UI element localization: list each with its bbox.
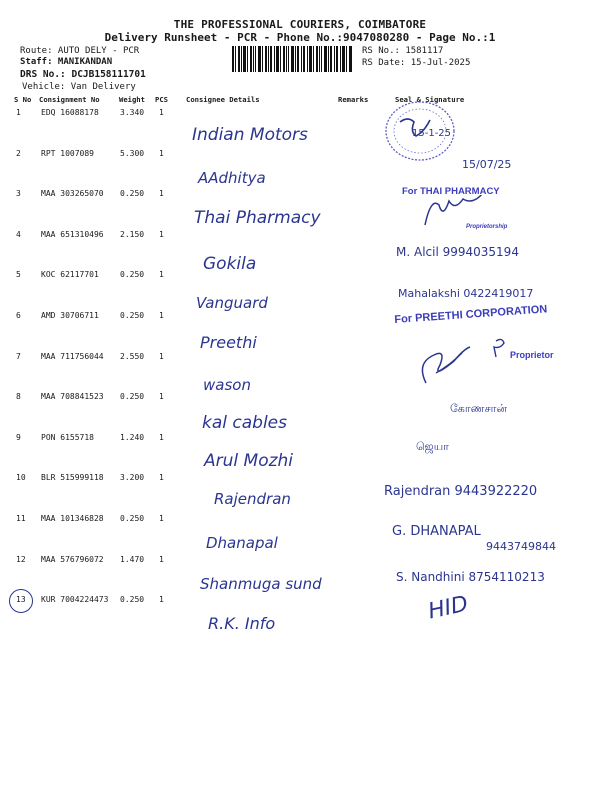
row-sno: 7 [16, 352, 21, 361]
col-consignee: Consignee Details [186, 95, 260, 104]
row-weight: 2.550 [120, 352, 145, 361]
sig-12: S. Nandhini 8754110213 [396, 570, 545, 584]
row-consignment: KOC 62117701 [41, 270, 99, 279]
hw-name-11: Dhanapal [206, 534, 278, 552]
row-pcs: 1 [159, 514, 164, 523]
row-sno: 1 [16, 108, 21, 117]
row-consignment: BLR 515999118 [41, 473, 104, 482]
col-pcs: PCS [155, 95, 168, 104]
row-consignment: MAA 101346828 [41, 514, 104, 523]
row-weight: 0.250 [120, 189, 145, 198]
row-sno: 12 [16, 555, 26, 564]
row-sno: 9 [16, 433, 21, 442]
row-sno: 2 [16, 149, 21, 158]
hw-name-3: Thai Pharmacy [194, 208, 321, 228]
row-weight: 0.250 [120, 514, 145, 523]
row-sno: 3 [16, 189, 21, 198]
document-title: THE PROFESSIONAL COURIERS, COIMBATORE [173, 18, 427, 31]
row-consignment: KUR 7004224473 [41, 595, 109, 604]
hw-name-6: Preethi [200, 333, 257, 352]
row-pcs: 1 [159, 189, 164, 198]
row-pcs: 1 [159, 352, 164, 361]
staff-text: Staff: MANIKANDAN [20, 57, 113, 67]
sig-2-date: 15/07/25 [462, 158, 512, 171]
hw-name-7: wason [203, 376, 251, 394]
staff-info [20, 56, 112, 68]
row-weight: 0.250 [120, 595, 145, 604]
rs-date: RS Date: 15-Jul-2025 [362, 58, 471, 68]
row-consignment: MAA 711756044 [41, 352, 104, 361]
row-sno: 11 [16, 514, 26, 523]
row-consignment: MAA 708841523 [41, 392, 104, 401]
row-consignment: MAA 651310496 [41, 230, 104, 239]
hw-name-13: R.K. Info [208, 614, 276, 633]
row-consignment: MAA 576796072 [41, 555, 104, 564]
sig-1-date: 15-1-25 [412, 128, 452, 139]
hw-name-8: kal cables [202, 413, 287, 433]
hw-name-2: AAdhitya [198, 169, 266, 187]
stamp-preethi-proprietor: Proprietor [510, 350, 554, 360]
row-sno: 8 [16, 392, 21, 401]
hw-name-9: Arul Mozhi [204, 451, 294, 471]
sig-10: Rajendran 9443922220 [384, 484, 538, 499]
hw-name-1: Indian Motors [192, 125, 308, 145]
row-consignment: PON 6155718 [41, 433, 94, 442]
row-pcs: 1 [159, 311, 164, 320]
row-weight: 1.470 [120, 555, 145, 564]
hw-name-5: Vanguard [196, 294, 268, 312]
row-pcs: 1 [159, 392, 164, 401]
row-weight: 1.240 [120, 433, 145, 442]
sig-5: Mahalakshi 0422419017 [398, 287, 534, 300]
hw-name-10: Rajendran [214, 490, 291, 508]
document-subtitle: Delivery Runsheet - PCR - Phone No.:9047080280 - Page No.:1 [104, 31, 496, 44]
row-pcs: 1 [159, 108, 164, 117]
drs-text: DRS No.: DCJB158111701 [20, 69, 146, 80]
row-consignment: AMD 30706711 [41, 311, 99, 320]
row-pcs: 1 [159, 473, 164, 482]
row-weight: 5.300 [120, 149, 145, 158]
sig-13: HID [426, 591, 471, 625]
row-sno: 13 [16, 595, 26, 604]
row-consignment: MAA 303265070 [41, 189, 104, 198]
row-weight: 0.250 [120, 270, 145, 279]
col-sno: S No [14, 95, 32, 104]
row-pcs: 1 [159, 149, 164, 158]
drs-info [20, 69, 146, 81]
row-consignment: EDQ 16088178 [41, 108, 99, 117]
sig-11-phone: 9443749844 [486, 540, 556, 553]
route-info: Route: AUTO DELY - PCR [20, 46, 140, 56]
row-weight: 2.150 [120, 230, 145, 239]
sig-11-name: G. DHANAPAL [392, 524, 481, 539]
col-consignment: Consignment No [39, 95, 100, 104]
sig-8: கோணசான் [450, 402, 508, 415]
signature-6-7-scribble [412, 333, 522, 391]
row-weight: 3.200 [120, 473, 145, 482]
row-sno: 4 [16, 230, 21, 239]
col-remarks: Remarks [338, 95, 369, 104]
vehicle-info: Vehicle: Van Delivery [22, 82, 136, 92]
row-pcs: 1 [159, 555, 164, 564]
barcode [232, 46, 352, 72]
row-pcs: 1 [159, 595, 164, 604]
row-weight: 0.250 [120, 311, 145, 320]
row-sno: 5 [16, 270, 21, 279]
sig-9: ஜெயா [416, 440, 449, 453]
col-weight: Weight [119, 95, 145, 104]
row-pcs: 1 [159, 270, 164, 279]
col-seal: Seal & Signature [395, 95, 465, 104]
rs-no: RS No.: 1581117 [362, 46, 444, 56]
hw-name-12: Shanmuga sund [200, 575, 322, 593]
row-weight: 3.340 [120, 108, 145, 117]
stamp-preethi-corporation: For PREETHI CORPORATION [394, 303, 548, 326]
row-13-circle-mark [9, 589, 33, 613]
row-sno: 6 [16, 311, 21, 320]
hw-name-4: Gokila [203, 254, 257, 274]
sig-4: M. Alcil 9994035194 [396, 245, 519, 259]
row-pcs: 1 [159, 230, 164, 239]
row-sno: 10 [16, 473, 26, 482]
stamp-thai-pharmacy: For THAI PHARMACY [402, 186, 500, 197]
row-consignment: RPT 1007089 [41, 149, 94, 158]
row-pcs: 1 [159, 433, 164, 442]
row-weight: 0.250 [120, 392, 145, 401]
stamp-thai-proprietorship: Proprietorship [466, 224, 508, 230]
